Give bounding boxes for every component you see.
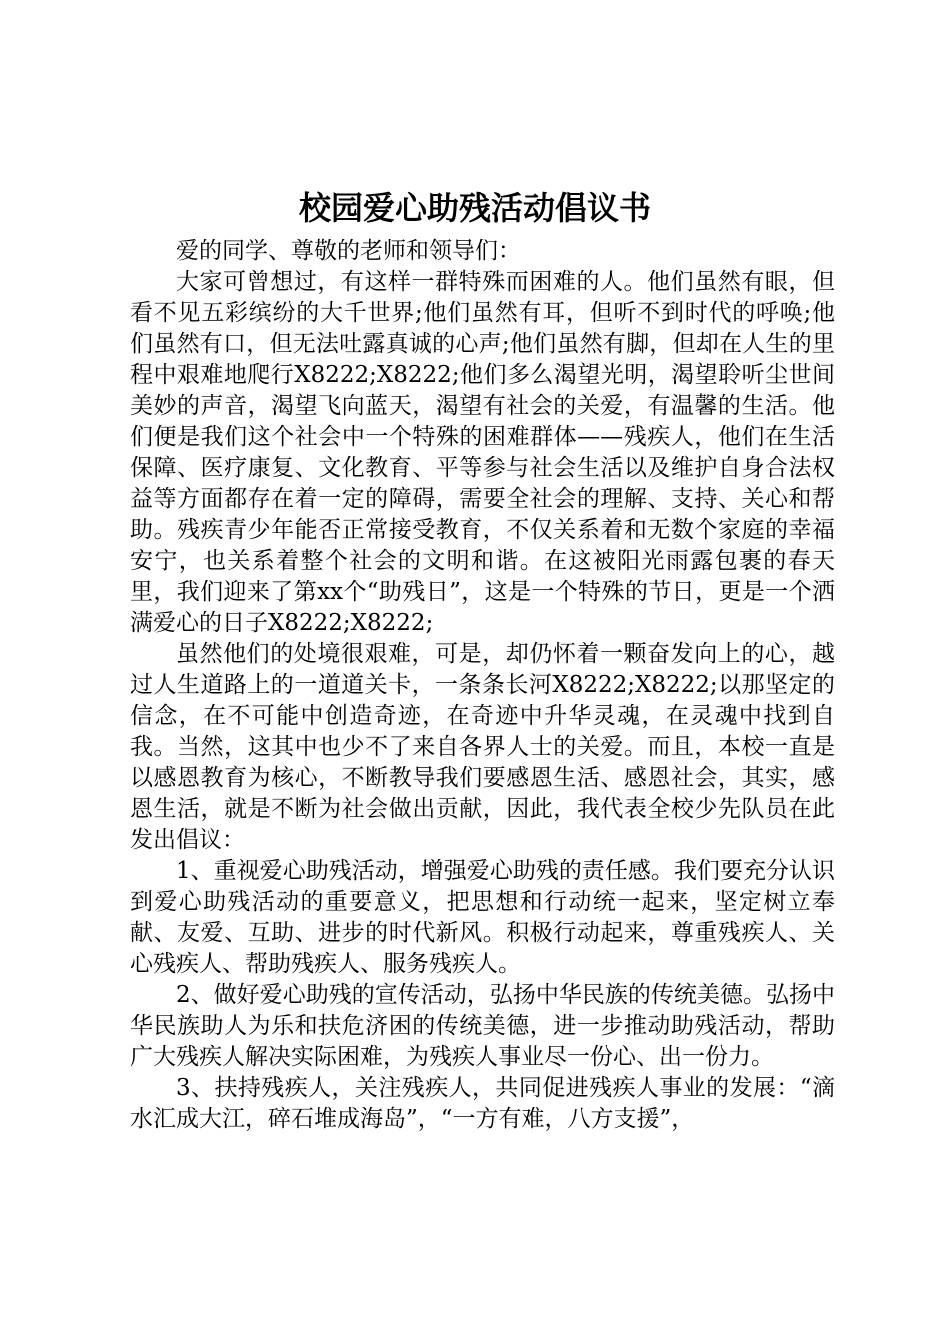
proposal-item-1: 1、重视爱心助残活动，增强爱心助残的责任感。我们要充分认识到爱心助残活动的重要意义，把思想和行动统一起来，坚定树立奉献、友爱、互助、进步的时代新风。积极行动起来，尊重残疾人、关心残疾人、帮助残疾人、服务残疾人。 (130, 858, 835, 977)
salutation: 爱的同学、尊敬的老师和领导们： (176, 238, 521, 264)
document-body (130, 236, 835, 1135)
paragraph-intro: 大家可曾想过，有这样一群特殊而困难的人。他们虽然有眼，但看不见五彩缤纷的大千世界;他们虽然有耳，但听不到时代的呼唤;他们虽然有口，但无法吐露真诚的心声;他们虽然有脚，但却在人生的里程中艰难地爬行X8222;X8222;他们多么渴望光明，渴望聆听尘世间美妙的声音，渴望飞向蓝天，渴望有社会的关爱，有温馨的生活。他们便是我们这个社会中一个特殊的困难群体——残疾人，他们在生活保障、医疗康复、文化教育、平等参与社会生活以及维护自身合法权益等方面都存在着一定的障碍，需要全社会的理解、支持、关心和帮助。残疾青少年能否正常接受教育，不仅关系着和无数个家庭的幸福安宁，也关系着整个社会的文明和谐。在这被阳光雨露包裹的春天里，我们迎来了第xx个“助残日”，这是一个特殊的节日，更是一个洒满爱心的日子X8222;X8222; (130, 269, 835, 636)
proposal-item-2: 2、做好爱心助残的宣传活动，弘扬中华民族的传统美德。弘扬中华民族助人为乐和扶危济困的传统美德，进一步推动助残活动，帮助广大残疾人解决实际困难，为残疾人事业尽一份心、出一份力。 (130, 982, 835, 1070)
proposal-item-3: 3、扶持残疾人，关注残疾人，共同促进残疾人事业的发展：“滴水汇成大江，碎石堆成海岛”，“一方有难，八方支援”， (130, 1075, 835, 1132)
paragraph-gratitude: 虽然他们的处境很艰难，可是，却仍怀着一颗奋发向上的心，越过人生道路上的一道道关卡，一条条长河X8222;X8222;以那坚定的信念，在不可能中创造奇迹，在奇迹中升华灵魂，在灵魂中找到自我。当然，这其中也少不了来自各界人士的关爱。而且，本校一直是以感恩教育为核心，不断教导我们要感恩生活、感恩社会，其实，感恩生活，就是不断为社会做出贡献，因此，我代表全校少先队员在此发出倡议： (130, 641, 835, 853)
document-title: 校园爱心助残活动倡议书 (298, 189, 651, 227)
